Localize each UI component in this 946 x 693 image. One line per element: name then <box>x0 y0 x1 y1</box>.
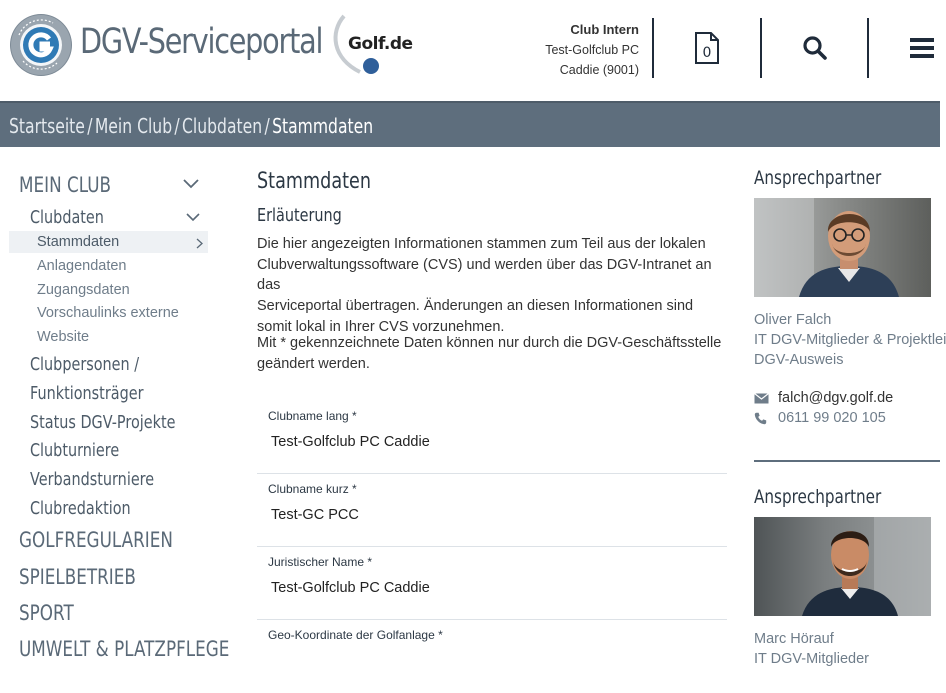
hamburger-menu-icon <box>909 37 935 59</box>
contact-phone-row[interactable] <box>754 410 886 426</box>
nav-clubdaten-label: Clubdaten <box>30 207 104 228</box>
contact-role: IT DGV-Mitglieder & Projektlei <box>754 332 946 348</box>
contact-heading-text: Ansprechpartner <box>754 486 882 508</box>
club-name-line2: Caddie (9001) <box>559 63 639 77</box>
nav-status-label: Status DGV-Projekte <box>30 412 176 433</box>
field-value: Test-Golfclub PC Caddie <box>271 580 430 596</box>
breadcrumb-link-mein-club[interactable]: Mein Club <box>94 114 173 138</box>
contact-role <box>754 651 869 667</box>
nav-golfregularien-label: GOLFREGULARIEN <box>19 528 173 552</box>
field-geo-koordinate <box>257 620 727 693</box>
nav-verbandsturniere-label: Verbandsturniere <box>30 469 155 490</box>
header-divider <box>652 18 654 78</box>
explanation-line: somit lokal in Ihrer CVS vorzunehmen. <box>257 318 505 335</box>
envelope-icon <box>754 393 778 404</box>
contact-heading <box>754 486 913 508</box>
breadcrumb-separator: / <box>264 114 270 138</box>
nav-golfregularien[interactable] <box>19 528 211 552</box>
field-juristischer-name <box>257 547 727 620</box>
section-title <box>257 205 363 226</box>
nav-item-zugangsdaten[interactable]: Zugangsdaten <box>37 282 130 298</box>
nav-mein-club[interactable] <box>19 173 134 197</box>
breadcrumb <box>9 114 373 138</box>
contact-heading-text: Ansprechpartner <box>754 167 882 189</box>
breadcrumb-link-startseite[interactable]: Startseite <box>9 114 85 138</box>
breadcrumb-bar <box>0 101 940 147</box>
contact-photo <box>754 517 931 616</box>
search-icon <box>802 35 828 61</box>
field-clubname-kurz <box>257 474 727 547</box>
nav-clubredaktion-label: Clubredaktion <box>30 498 131 519</box>
note-line: geändert werden. <box>257 355 370 372</box>
chevron-right-icon[interactable] <box>196 238 203 249</box>
explanation-line: Clubverwaltungssoftware (CVS) und werden über das DGV-Intranet an das <box>257 256 712 294</box>
phone-icon <box>754 412 778 425</box>
nav-sport-label: SPORT <box>19 601 74 625</box>
nav-clubturniere-label: Clubturniere <box>30 440 120 461</box>
explanation-text <box>257 234 732 338</box>
contact-portrait-icon <box>754 517 931 616</box>
nav-umwelt-platzpflege[interactable] <box>19 637 282 661</box>
document-counter-value: 0 <box>702 45 712 61</box>
explanation-line: Die hier angezeigten Informationen stammen zum Teil aus der lokalen <box>257 236 706 252</box>
contact-name: Marc Hörauf <box>754 631 834 647</box>
header-divider <box>867 18 869 78</box>
club-intern-title: Club Intern <box>570 22 639 37</box>
note-text <box>257 333 732 374</box>
nav-status-dgv-projekte[interactable] <box>30 412 212 433</box>
nav-clubdaten[interactable] <box>30 207 122 228</box>
nav-funktionstraeger-label: Funktionsträger <box>30 383 144 404</box>
field-label: Clubname kurz * <box>268 482 357 496</box>
explanation-line: Serviceportal übertragen. Änderungen an diesen Informationen sind <box>257 298 694 315</box>
contact-email-row[interactable] <box>754 390 893 406</box>
nav-funktionstraeger[interactable] <box>30 383 172 404</box>
nav-mein-club-label: MEIN CLUB <box>19 173 112 197</box>
page-title-text: Stammdaten <box>257 169 371 194</box>
document-counter-icon <box>693 31 721 65</box>
field-label: Geo-Koordinate der Golfanlage * <box>268 628 443 642</box>
club-info <box>545 20 639 80</box>
contact-role-text: IT DGV-Mitglieder <box>754 651 869 667</box>
nav-spielbetrieb-label: SPIELBETRIEB <box>19 565 136 589</box>
contact-divider <box>754 460 940 462</box>
section-title-text: Erläuterung <box>257 205 342 226</box>
dgv-logo-icon[interactable] <box>9 13 73 77</box>
field-clubname-lang <box>257 401 727 474</box>
contact-email[interactable]: falch@dgv.golf.de <box>778 390 894 406</box>
document-counter-button[interactable] <box>687 28 727 68</box>
brand-title[interactable]: DGV-Serviceportal <box>80 22 323 62</box>
nav-item-website[interactable]: Website <box>37 329 90 345</box>
golf-de-text: Golf.de <box>348 34 413 54</box>
search-button[interactable] <box>795 28 835 68</box>
nav-clubpersonen-label: Clubpersonen / <box>30 354 140 375</box>
field-value: Test-Golfclub PC Caddie <box>271 434 430 450</box>
breadcrumb-separator: / <box>87 114 93 138</box>
club-name-line1: Test-Golfclub PC <box>545 43 639 57</box>
sidebar-nav <box>0 147 230 661</box>
nav-clubredaktion[interactable] <box>30 498 156 519</box>
nav-spielbetrieb[interactable] <box>19 565 165 589</box>
nav-item-vorschaulinks[interactable]: Vorschaulinks externe <box>37 305 179 321</box>
nav-clubturniere[interactable] <box>30 440 142 461</box>
field-label: Juristischer Name * <box>268 555 373 569</box>
chevron-down-icon[interactable] <box>183 179 199 189</box>
nav-item-stammdaten[interactable]: Stammdaten <box>37 234 120 250</box>
contact-heading <box>754 167 913 189</box>
nav-clubpersonen[interactable] <box>30 354 166 375</box>
field-label: Clubname lang * <box>268 409 357 423</box>
header-divider <box>760 18 762 78</box>
note-line: Mit * gekennzeichnete Daten können nur durch die DGV-Geschäftsstelle <box>257 335 722 351</box>
menu-button[interactable] <box>902 28 942 68</box>
contact-photo <box>754 198 931 297</box>
chevron-down-icon[interactable] <box>186 213 200 222</box>
site-header <box>0 0 940 101</box>
breadcrumb-separator: / <box>174 114 180 138</box>
contact-phone[interactable]: 0611 99 020 105 <box>778 410 886 426</box>
nav-umwelt-label: UMWELT & PLATZPFLEGE <box>19 637 230 661</box>
page-title <box>257 169 399 194</box>
nav-verbandsturniere[interactable] <box>30 469 185 490</box>
breadcrumb-current: Stammdaten <box>272 114 374 138</box>
field-value: Test-GC PCC <box>271 507 359 523</box>
contact-role: DGV-Ausweis <box>754 352 844 368</box>
contact-portrait-icon <box>754 198 931 297</box>
contact-name: Oliver Falch <box>754 312 832 328</box>
nav-sport[interactable] <box>19 601 87 625</box>
nav-item-anlagendaten[interactable]: Anlagendaten <box>37 258 127 274</box>
breadcrumb-link-clubdaten[interactable]: Clubdaten <box>182 114 263 138</box>
